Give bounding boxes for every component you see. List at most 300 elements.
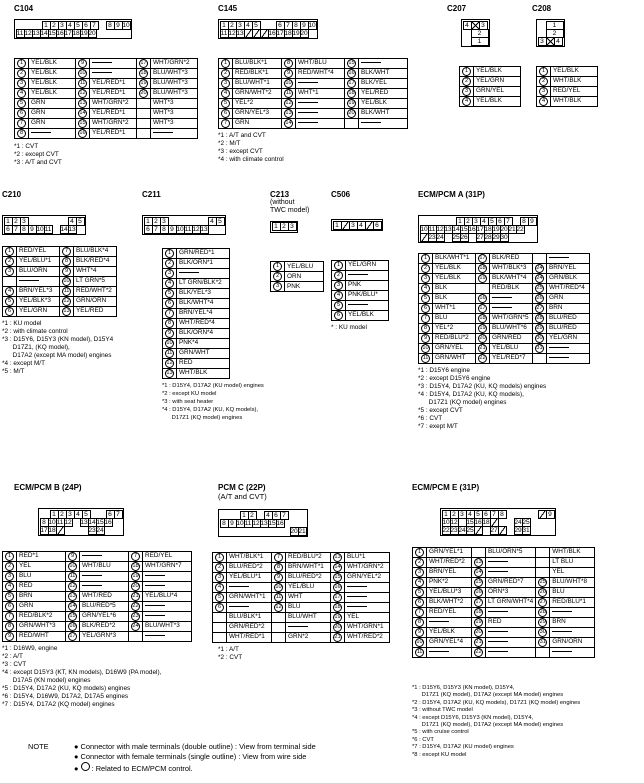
pin-number: 10 xyxy=(69,562,76,569)
unused-dash xyxy=(549,257,569,258)
wire-color-cell: PNK xyxy=(285,282,324,292)
pin-number: 2 xyxy=(215,563,224,572)
pin-cell: 7 xyxy=(12,225,21,234)
pin-number: 4 xyxy=(421,284,430,293)
pin-number: 11 xyxy=(69,572,76,579)
pin-cell: 6 xyxy=(106,510,115,519)
footnotes: * : KU model xyxy=(331,323,367,331)
wire-color-cell: WHT/GRN*1 xyxy=(345,622,390,632)
table-row xyxy=(332,260,389,270)
pin-number-cell xyxy=(472,567,486,577)
wire-color-cell: LT GRN/WHT*4 xyxy=(486,597,536,607)
pin-number-cell xyxy=(282,78,296,88)
pin-number-cell xyxy=(533,353,547,363)
pin-wire-table xyxy=(162,248,230,379)
unused-dash xyxy=(298,82,318,83)
pin-number: 21 xyxy=(475,638,482,645)
wire-color-cell: YEL xyxy=(345,612,390,622)
pin-number-cell xyxy=(419,333,433,343)
pin-number: 3 xyxy=(415,568,424,577)
wire-color-cell: GRN/YEL*1 xyxy=(427,547,472,557)
pin-cell: 2 xyxy=(228,21,237,30)
wire-color-cell xyxy=(17,276,60,286)
table-row xyxy=(271,262,324,272)
wire-color-cell: RED xyxy=(486,617,536,627)
wire-color-cell: ORN*3 xyxy=(486,587,536,597)
pin-number: 18 xyxy=(475,608,482,615)
pin-number-cell xyxy=(137,88,151,98)
pin-cell: 2 xyxy=(471,29,489,38)
pin-number: 28 xyxy=(536,314,543,321)
pin-number-cell xyxy=(213,562,227,572)
wire-color-cell: BLK/WHT xyxy=(359,68,408,78)
pin-cell: 17 xyxy=(476,225,484,233)
wire-color-cell: WHT*1 xyxy=(296,88,345,98)
wire-color-cell: PNK*2 xyxy=(427,577,472,587)
pin-number: 30 xyxy=(539,628,546,635)
wire-color-cell: BLK/ORN*4 xyxy=(177,328,230,338)
pin-cell: 15 xyxy=(460,225,468,233)
pin-number: 2 xyxy=(462,77,471,86)
pin-number-cell xyxy=(137,108,151,118)
pin-number: 9 xyxy=(415,628,424,637)
connector-face xyxy=(418,215,538,243)
table-row xyxy=(163,348,230,358)
pin-wire-table xyxy=(212,552,390,643)
wire-color-cell xyxy=(547,353,590,363)
pin-number: 8 xyxy=(274,563,283,572)
wire-color-cell xyxy=(143,571,192,581)
pin-cell: 4 xyxy=(68,217,77,226)
pin-number: 18 xyxy=(132,562,139,569)
wire-color-cell: YEL/BLK xyxy=(29,68,76,78)
pin-cell: 18 xyxy=(72,29,80,37)
pin-number-cell xyxy=(413,567,427,577)
wire-color-cell: BLK/RED*2 xyxy=(80,621,129,631)
pin-number-cell xyxy=(282,68,296,78)
pin-number-cell xyxy=(219,98,233,108)
footnotes: *1 : D16W9, engine *2 : A/T *3 : CVT *4 : except D15Y3 (KT, KN models), D16W9 (PA model), D17A5 (KN model) engines *5 : D15Y4, D17A2 (KU, KQ models) engines *6 : D15Y4, D16W9, D17A2, D17A5 engines *7 : D15Y4, D17A2 (KQ model) engines xyxy=(2,644,162,708)
pin-number-cell xyxy=(472,637,486,647)
pin-number-cell xyxy=(66,571,80,581)
wire-color-cell xyxy=(490,303,533,313)
wire-color-cell: YEL/BLK*3 xyxy=(17,296,60,306)
pin-number: 16 xyxy=(479,294,486,301)
table-row xyxy=(15,78,198,88)
wire-color-cell xyxy=(80,551,129,561)
pin-number: 3 xyxy=(539,87,548,96)
pin-number: 8 xyxy=(421,324,430,333)
wire-color-cell: WHT/RED*4 xyxy=(177,318,230,328)
wire-color-cell: WHT*3 xyxy=(151,118,198,128)
wire-color-cell xyxy=(345,582,390,592)
pin-number-cell xyxy=(213,602,227,612)
pin-number-cell xyxy=(213,632,227,642)
bullet-icon: ● xyxy=(74,752,81,761)
unused-dash xyxy=(145,635,165,636)
pin-cell: 21 xyxy=(508,225,516,233)
pin-table xyxy=(412,547,595,658)
pin-cell: 9 xyxy=(528,217,537,226)
wire-color-cell: GRN/WHT*3 xyxy=(17,621,66,631)
note-line-female xyxy=(74,752,316,762)
pin-cell: 13 xyxy=(68,225,76,233)
wire-color-cell: YEL/RED xyxy=(359,88,408,98)
pin-number-cell xyxy=(282,108,296,118)
pin-number: 7 xyxy=(421,314,430,323)
wire-color-cell xyxy=(296,108,345,118)
pin-cell: 26 xyxy=(460,233,468,241)
pin-cell: 27 xyxy=(490,526,498,534)
wire-color-cell xyxy=(143,601,192,611)
pin-number-cell xyxy=(163,258,177,268)
connector-face xyxy=(218,509,308,537)
table-row xyxy=(213,562,390,572)
table-row xyxy=(213,592,390,602)
wire-color-cell: WHT/GRN*2 xyxy=(90,98,137,108)
pin-number: 17 xyxy=(479,304,486,311)
pin-number-cell xyxy=(345,58,359,68)
pin-number: 7 xyxy=(165,309,174,318)
table-row xyxy=(460,66,521,76)
pin-number: 9 xyxy=(78,59,87,68)
pin-cell: 1 xyxy=(272,222,281,231)
pin-wire-table xyxy=(459,66,521,107)
wire-color-cell: GRN/ORN xyxy=(550,637,595,647)
wire-color-cell: YEL/BLU*1 xyxy=(227,572,272,582)
pin-number-cell xyxy=(536,637,550,647)
pin-number: 7 xyxy=(17,119,26,128)
pin-cell: 3 xyxy=(349,221,358,230)
pin-cell: 25 xyxy=(522,518,530,526)
pin-number-cell xyxy=(476,263,490,273)
pin-cell: 10 xyxy=(308,21,316,29)
pin-number: 17 xyxy=(348,79,355,86)
footnotes: *1 : A/T and CVT *2 : M/T *3 : except CVT *4 : with climate control xyxy=(218,131,284,163)
wire-color-cell: GRN/YEL*3 xyxy=(233,108,282,118)
connector-title: C213 xyxy=(270,190,290,199)
table-row xyxy=(419,263,590,273)
table-row xyxy=(419,303,590,313)
pin-number-cell xyxy=(460,76,474,86)
wire-color-cell: WHT/RED*4 xyxy=(547,283,590,293)
wire-color-cell: BRN xyxy=(550,617,595,627)
wire-color-cell: YEL/GRN*3 xyxy=(80,631,129,641)
pin-number: 12 xyxy=(285,99,292,106)
table-row xyxy=(419,253,590,263)
pin-cell: 17 xyxy=(40,526,48,534)
pin-cell: 4 xyxy=(264,511,273,520)
pin-number: 4 xyxy=(165,279,174,288)
table-row xyxy=(163,278,230,288)
wire-color-cell xyxy=(143,631,192,641)
pin-number: 19 xyxy=(348,99,355,106)
table-row xyxy=(3,611,192,621)
pin-number: 22 xyxy=(479,354,486,361)
pin-number-cell xyxy=(282,98,296,108)
pin-number-cell xyxy=(163,248,177,258)
pin-cell: 1 xyxy=(42,21,51,30)
unused-dash xyxy=(488,611,508,612)
pin-cell xyxy=(474,526,483,535)
pin-number: 18 xyxy=(348,89,355,96)
wire-color-cell: YEL*2 xyxy=(433,323,476,333)
table-row xyxy=(15,58,198,68)
pin-cell: 7 xyxy=(490,510,499,519)
pin-number-cell xyxy=(60,306,74,316)
pin-cell: 1 xyxy=(471,37,489,46)
wire-color-cell: BLU/WHT*3 xyxy=(143,621,192,631)
pin-number-cell xyxy=(476,313,490,323)
pin-number: 4 xyxy=(221,89,230,98)
table-row xyxy=(15,118,198,128)
pin-number-cell xyxy=(533,283,547,293)
pin-number-cell xyxy=(345,108,359,118)
pin-cell: 17 xyxy=(276,29,284,37)
unused-dash xyxy=(82,555,102,556)
pin-cell: 9 xyxy=(546,510,555,519)
connector-face xyxy=(440,508,556,536)
pin-cell: 20 xyxy=(88,29,96,37)
unused-dash xyxy=(82,575,102,576)
pin-cell: 8 xyxy=(160,225,169,234)
pin-cell: 3 xyxy=(288,222,297,231)
table-row xyxy=(213,602,390,612)
pin-number: 12 xyxy=(69,582,76,589)
pin-number-cell xyxy=(332,290,346,300)
wire-color-cell: YEL/BLU xyxy=(285,262,324,272)
unused-dash xyxy=(549,357,569,358)
pin-cell: 24 xyxy=(514,518,522,526)
pin-number: 13 xyxy=(285,109,292,116)
unused-dash xyxy=(361,122,381,123)
wire-color-cell: GRN/WHT xyxy=(433,353,476,363)
table-row xyxy=(3,561,192,571)
pin-number: 1 xyxy=(5,552,14,561)
connector-c210 xyxy=(2,190,117,376)
wire-color-cell: BRN xyxy=(17,591,66,601)
pin-number: 4 xyxy=(5,287,14,296)
pin-number-cell xyxy=(137,58,151,68)
pin-table xyxy=(162,248,264,379)
pin-number-cell xyxy=(537,96,551,106)
pin-cell: 19 xyxy=(492,225,500,233)
wire-color-cell: YEL/BLK xyxy=(427,627,472,637)
pin-number: 7 xyxy=(415,608,424,617)
pin-cell: 12 xyxy=(450,518,458,526)
pin-number: 9 xyxy=(165,329,174,338)
pin-cell: 12 xyxy=(24,29,32,37)
pin-cell: 16 xyxy=(104,518,112,526)
pin-number: 1 xyxy=(5,247,14,256)
pin-number-cell xyxy=(345,78,359,88)
wire-color-cell: YEL/BLK xyxy=(29,58,76,68)
pin-number: 29 xyxy=(536,324,543,331)
wire-color-cell: YEL/BLK xyxy=(433,263,476,273)
pin-cell: 11 xyxy=(244,519,252,527)
pin-number-cell xyxy=(3,631,17,641)
wire-color-cell xyxy=(80,571,129,581)
wire-color-cell: WHT*1 xyxy=(433,303,476,313)
pin-number-cell xyxy=(419,293,433,303)
table-row xyxy=(3,591,192,601)
wire-color-cell: WHT/BLK xyxy=(177,368,230,378)
pin-number: 2 xyxy=(221,69,230,78)
pin-number-cell xyxy=(219,88,233,98)
pin-number: 1 xyxy=(539,67,548,76)
wire-color-cell: YEL/BLK xyxy=(359,98,408,108)
connector-c208 xyxy=(532,4,598,107)
pin-number: 11 xyxy=(63,287,70,294)
pin-cell: 7 xyxy=(284,21,293,30)
pin-cell: 12 xyxy=(64,518,72,526)
pin-cell: 15 xyxy=(268,519,276,527)
pin-number-cell xyxy=(536,627,550,637)
pin-number-cell xyxy=(76,98,90,108)
wire-color-cell xyxy=(346,270,389,280)
pin-number-cell xyxy=(536,587,550,597)
connector-pcm-c xyxy=(218,483,390,662)
pin-number-cell xyxy=(332,300,346,310)
table-row xyxy=(163,318,230,328)
footnotes: *1 : A/T *2 : CVT xyxy=(218,645,243,661)
pin-number: 16 xyxy=(334,583,341,590)
pin-number-cell xyxy=(163,308,177,318)
pin-number: 4 xyxy=(5,582,14,591)
wire-color-cell: GRN/YEL xyxy=(433,343,476,353)
pin-number: 2 xyxy=(5,562,14,571)
pin-number: 21 xyxy=(479,344,486,351)
pin-number-cell xyxy=(413,587,427,597)
wire-color-cell: BLU/WHT*8 xyxy=(550,577,595,587)
pin-cell: 22 xyxy=(442,526,450,534)
wire-color-cell: BLU/BLK*4 xyxy=(74,246,117,256)
pin-number-cell xyxy=(163,348,177,358)
wire-color-cell: YEL/RED*1 xyxy=(90,88,137,98)
pin-cell: 5 xyxy=(488,217,497,226)
pin-number-cell xyxy=(219,118,233,128)
pin-cell: 1 xyxy=(333,221,342,230)
pin-number-cell xyxy=(66,561,80,571)
table-row xyxy=(413,557,595,567)
wire-color-cell: RED/BLU*2 xyxy=(286,552,331,562)
wire-color-cell xyxy=(490,293,533,303)
unused-dash xyxy=(145,585,165,586)
pin-number-cell xyxy=(3,601,17,611)
pin-cell: 9 xyxy=(228,519,237,528)
wire-color-cell: BLK/RED xyxy=(490,253,533,263)
pin-number: 19 xyxy=(140,79,147,86)
pin-table xyxy=(14,58,198,139)
pin-cell: 2 xyxy=(280,222,289,231)
pin-table xyxy=(218,58,408,129)
wire-color-cell: BLU/ORN xyxy=(17,266,60,276)
pin-number-cell xyxy=(413,557,427,567)
pin-number-cell xyxy=(163,278,177,288)
pin-cell: 2 xyxy=(50,21,59,30)
pin-number-cell xyxy=(213,592,227,602)
pin-number: 8 xyxy=(165,319,174,328)
pin-number-cell xyxy=(15,98,29,108)
pin-cell: 27 xyxy=(476,233,484,241)
pin-number-cell xyxy=(76,108,90,118)
unused-dash xyxy=(145,575,165,576)
connector-pcm-b xyxy=(2,483,192,709)
pin-number-cell xyxy=(537,66,551,76)
pin-cell: 17 xyxy=(64,29,72,37)
wire-color-cell: BLU/RED xyxy=(547,323,590,333)
table-row xyxy=(3,256,117,266)
pin-cell: 7 xyxy=(90,21,99,30)
pin-number-cell xyxy=(129,631,143,641)
wire-color-cell: YEL/BLU*4 xyxy=(143,591,192,601)
pin-number-cell xyxy=(3,561,17,571)
wire-color-cell: BLK/WHT*4 xyxy=(490,273,533,283)
pin-number-cell xyxy=(219,78,233,88)
pin-cell: 11 xyxy=(44,225,52,233)
pin-number: 14 xyxy=(475,568,482,575)
table-row xyxy=(419,283,590,293)
pin-number: 9 xyxy=(421,334,430,343)
pin-cell: 10 xyxy=(442,518,450,526)
pin-number: 2 xyxy=(334,271,343,280)
pin-wire-table xyxy=(412,547,595,658)
pin-number: 9 xyxy=(274,573,283,582)
pin-number-cell xyxy=(472,607,486,617)
table-row xyxy=(219,98,408,108)
wire-color-cell xyxy=(296,118,345,128)
wire-color-cell: BLU xyxy=(433,313,476,323)
connector-subtitle: (without xyxy=(270,199,295,206)
pin-number: 1 xyxy=(334,261,343,270)
unused-dash xyxy=(347,606,367,607)
wire-color-cell: GRN/RED*1 xyxy=(177,248,230,258)
unused-dash xyxy=(549,347,569,348)
pin-number: 4 xyxy=(539,97,548,106)
pin-table xyxy=(536,66,598,107)
table-row xyxy=(219,118,408,128)
wire-color-cell xyxy=(486,567,536,577)
pin-cell: 1 xyxy=(50,510,59,519)
pin-wire-table xyxy=(536,66,598,107)
wire-color-cell: BLU/RED*5 xyxy=(80,601,129,611)
pin-number: 14 xyxy=(69,602,76,609)
pin-cell: 15 xyxy=(96,518,104,526)
pin-number-cell xyxy=(472,627,486,637)
pin-number: 16 xyxy=(348,69,355,76)
connector-face xyxy=(218,19,318,39)
wire-color-cell: YEL/BLK xyxy=(474,66,521,76)
table-row xyxy=(163,298,230,308)
pin-cell xyxy=(498,526,507,535)
wire-color-cell: YEL xyxy=(17,561,66,571)
pin-cell: 13 xyxy=(444,225,452,233)
wire-color-cell: RED/BLU*1 xyxy=(550,597,595,607)
pin-cell: 6 xyxy=(4,225,13,234)
pin-number: 12 xyxy=(79,89,86,96)
pin-number: 1 xyxy=(221,59,230,68)
wire-color-cell: GRN xyxy=(233,118,282,128)
pin-number: 16 xyxy=(475,588,482,595)
pin-cell: 11 xyxy=(184,225,192,233)
pin-cell: 8 xyxy=(20,225,29,234)
wire-color-cell: YEL/BLK xyxy=(29,78,76,88)
pin-table xyxy=(459,66,521,107)
pin-number: 10 xyxy=(166,339,173,346)
connector-subtitle: TWC model) xyxy=(270,207,310,214)
wire-color-cell xyxy=(90,68,137,78)
pin-number: 19 xyxy=(132,572,139,579)
